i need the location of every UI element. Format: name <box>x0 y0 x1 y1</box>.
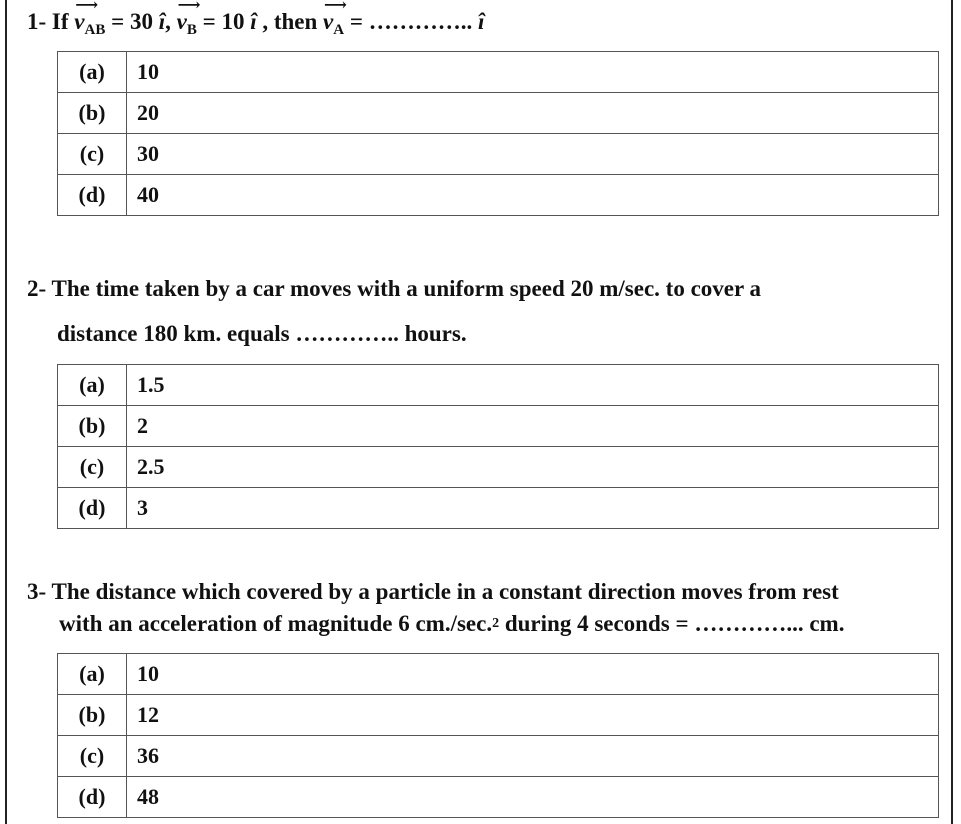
option-value: 10 <box>127 654 939 695</box>
option-label: (c) <box>58 736 127 777</box>
question-2-text-1: The time taken by a car moves with a uniform speed 20 m/sec. to cover a <box>51 276 762 301</box>
vector-v-a-sub: A <box>333 22 345 38</box>
option-label: (a) <box>58 654 127 695</box>
option-value: 2.5 <box>127 447 939 488</box>
question-3-options <box>57 653 939 818</box>
question-3-text-2b: during 4 seconds = …………... cm. <box>499 611 845 636</box>
question-2-line-2: distance 180 km. equals ………….. hours. <box>57 321 467 346</box>
option-row[interactable] <box>58 654 939 695</box>
option-label: (c) <box>58 447 127 488</box>
option-row[interactable] <box>58 175 939 216</box>
vector-v-ab-sub: AB <box>84 22 106 38</box>
option-value: 40 <box>127 175 939 216</box>
option-row[interactable] <box>58 777 939 818</box>
question-2-number: 2- <box>27 276 47 301</box>
question-3-text-2a: with an acceleration of magnitude 6 cm./sec. <box>59 611 493 636</box>
v-a-value: = <box>349 9 363 34</box>
option-value: 1.5 <box>127 365 939 406</box>
then-text: , then <box>262 9 318 34</box>
option-row[interactable] <box>58 695 939 736</box>
question-3-line-2 <box>59 612 844 635</box>
option-value: 30 <box>127 134 939 175</box>
question-2-options <box>57 364 939 529</box>
option-label: (a) <box>58 365 127 406</box>
unit-vector-i-2: î <box>250 9 257 34</box>
v-b-value: = 10 <box>202 9 245 34</box>
option-row[interactable] <box>58 365 939 406</box>
option-value: 3 <box>127 488 939 529</box>
vector-arrow-icon: ⟶ <box>324 0 347 14</box>
v-ab-value: = 30 <box>111 9 153 34</box>
option-value: 12 <box>127 695 939 736</box>
option-label: (b) <box>58 93 127 134</box>
question-1-lead: If <box>51 9 69 34</box>
question-3-text-1: The distance which covered by a particle in a constant direction moves from rest <box>51 579 839 604</box>
option-value: 10 <box>127 52 939 93</box>
option-row[interactable] <box>58 52 939 93</box>
vector-v-b-sub: B <box>186 22 197 38</box>
option-row[interactable] <box>58 134 939 175</box>
option-row[interactable] <box>58 736 939 777</box>
option-label: (c) <box>58 134 127 175</box>
option-value: 20 <box>127 93 939 134</box>
option-label: (b) <box>58 695 127 736</box>
question-1-options <box>57 51 939 216</box>
option-row[interactable] <box>58 406 939 447</box>
answer-blank: ………….. <box>368 9 473 34</box>
option-value: 2 <box>127 406 939 447</box>
vector-arrow-icon: ⟶ <box>177 0 201 14</box>
vector-v-a: ⟶ v <box>323 0 347 34</box>
option-value: 48 <box>127 777 939 818</box>
option-row[interactable] <box>58 488 939 529</box>
option-row[interactable] <box>58 447 939 488</box>
comma: , <box>165 9 171 34</box>
vector-v-ab: ⟶ v <box>74 0 99 34</box>
question-1-text <box>27 0 485 38</box>
option-row[interactable] <box>58 93 939 134</box>
unit-vector-i-3: î <box>477 9 485 34</box>
vector-v-b: ⟶ v <box>176 0 201 34</box>
option-label: (d) <box>58 777 127 818</box>
unit-vector-i-1: î <box>158 9 166 34</box>
option-label: (d) <box>58 488 127 529</box>
option-label: (a) <box>58 52 127 93</box>
option-value: 36 <box>127 736 939 777</box>
option-label: (d) <box>58 175 127 216</box>
squared-superscript: 2 <box>492 616 500 631</box>
option-label: (b) <box>58 406 127 447</box>
question-3-line-1 <box>27 580 839 603</box>
question-1-number: 1- <box>27 9 47 34</box>
vector-arrow-icon: ⟶ <box>75 0 99 14</box>
question-3-number: 3- <box>27 579 47 604</box>
question-2-line-1 <box>27 277 761 300</box>
